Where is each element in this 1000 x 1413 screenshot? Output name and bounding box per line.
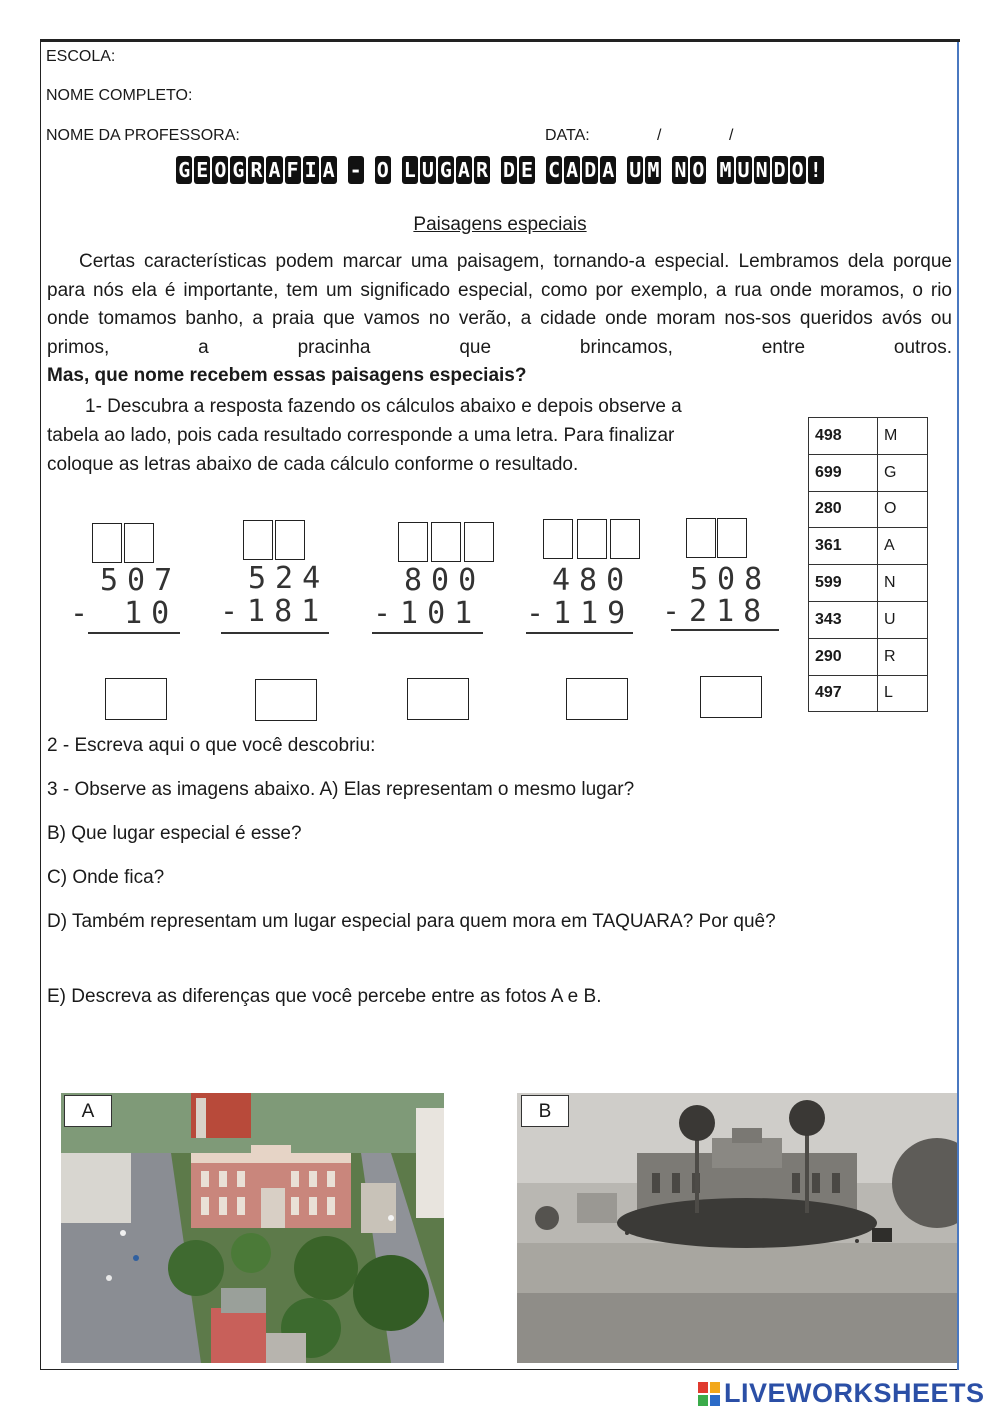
question-1: [47, 392, 767, 479]
carry-input[interactable]: [398, 522, 428, 562]
table-letter: L: [878, 675, 928, 712]
title-letter: E: [521, 158, 534, 182]
question-3c: C) Onde fica?: [47, 867, 165, 888]
answer-input[interactable]: [407, 678, 469, 720]
intro-text: Certas características podem marcar uma paisagem, tornando-a especial. Lembramos dela porque para nós ela é importante, tem um significado especial, como por exemplo, a rua onde moramos, o rio onde tomamos banho, a praia que vamos no verão, a cidade onde moram nos-sos queridos avós ou primos, a pracinha que brincamos, entre outros.: [47, 251, 952, 358]
question-3d: D) Também representam um lugar especial para quem mora em TAQUARA? Por quê?: [47, 911, 776, 932]
title-letter: U: [737, 158, 750, 182]
table-letter: O: [878, 491, 928, 528]
table-letter: A: [878, 528, 928, 565]
subtitle: Paisagens especiais: [413, 214, 587, 235]
title-letter: M: [719, 158, 732, 182]
liveworksheets-logo-icon: [698, 1382, 720, 1406]
question-2: 2 - Escreva aqui o que você descobriu:: [47, 735, 376, 756]
table-row: [809, 601, 928, 638]
carry-input[interactable]: [431, 522, 461, 562]
calc-line: [526, 632, 633, 634]
title-letter: I: [304, 158, 317, 182]
title-letter: O: [214, 158, 227, 182]
title-letter: F: [286, 158, 299, 182]
title-letter: R: [250, 158, 263, 182]
calc-line: [671, 629, 779, 631]
table-letter: U: [878, 601, 928, 638]
calc-subtrahend: - 10: [70, 596, 179, 631]
table-number: 280: [809, 491, 878, 528]
title-letter: U: [629, 158, 642, 182]
table-row: [809, 565, 928, 602]
title-letter: D: [503, 158, 516, 182]
carry-input[interactable]: [610, 519, 640, 559]
carry-input[interactable]: [717, 518, 747, 558]
q1-line: 1- Descubra a resposta fazendo os cálculos abaixo e depois observe a: [85, 396, 682, 417]
table-number: 290: [809, 638, 878, 675]
carry-input[interactable]: [92, 523, 122, 563]
calc-subtrahend: -119: [526, 596, 635, 631]
photo-b-illustration: [517, 1093, 957, 1363]
photo-a-illustration: [61, 1093, 444, 1363]
table-number: 599: [809, 565, 878, 602]
carry-input[interactable]: [686, 518, 716, 558]
table-row: [809, 675, 928, 712]
date-separator: /: [657, 127, 662, 144]
page-title: [0, 156, 1000, 184]
table-row: [809, 454, 928, 491]
title-letter: O: [376, 158, 389, 182]
table-row: [809, 491, 928, 528]
title-letter: A: [268, 158, 281, 182]
intro-paragraph: [47, 248, 952, 391]
q1-line: tabela ao lado, pois cada resultado corresponde a uma letra. Para finalizar: [47, 425, 675, 446]
table-letter: G: [878, 454, 928, 491]
title-letter: !: [809, 158, 822, 182]
title-letter: U: [421, 158, 434, 182]
title-letter: D: [584, 158, 597, 182]
title-letter: -: [349, 158, 362, 182]
answer-input[interactable]: [255, 679, 317, 721]
date-label: DATA:: [545, 127, 590, 144]
table-number: 498: [809, 418, 878, 455]
carry-input[interactable]: [275, 520, 305, 560]
title-letter: A: [457, 158, 470, 182]
title-letter: O: [791, 158, 804, 182]
title-letter: N: [755, 158, 768, 182]
calc-minuend: 524: [248, 561, 330, 596]
answer-input[interactable]: [700, 676, 762, 718]
carry-input[interactable]: [243, 520, 273, 560]
q1-line: coloque as letras abaixo de cada cálculo conforme o resultado.: [47, 454, 579, 475]
table-row: [809, 418, 928, 455]
letter-table: [808, 417, 928, 712]
title-letter: A: [602, 158, 615, 182]
table-number: 343: [809, 601, 878, 638]
title-letter: E: [196, 158, 209, 182]
question-3: 3 - Observe as imagens abaixo. A) Elas representam o mesmo lugar?: [47, 779, 635, 800]
title-letter: D: [773, 158, 786, 182]
title-letter: C: [548, 158, 561, 182]
title-letter: O: [692, 158, 705, 182]
liveworksheets-brand[interactable]: LIVEWORKSHEETS: [724, 1378, 985, 1408]
calc-minuend: 480: [552, 563, 634, 598]
photo-a: [61, 1093, 444, 1363]
title-letter: R: [475, 158, 488, 182]
answer-input[interactable]: [566, 678, 628, 720]
carry-input[interactable]: [464, 522, 494, 562]
calc-line: [221, 632, 329, 634]
photo-a-label: A: [64, 1095, 112, 1127]
calc-minuend: 507: [100, 563, 182, 598]
carry-input[interactable]: [577, 519, 607, 559]
photo-b: [517, 1093, 957, 1363]
title-letter: G: [439, 158, 452, 182]
photo-b-label: B: [521, 1095, 569, 1127]
answer-input[interactable]: [105, 678, 167, 720]
calc-minuend: 508: [690, 562, 772, 597]
table-letter: R: [878, 638, 928, 675]
teacher-label: NOME DA PROFESSORA:: [46, 127, 240, 144]
table-number: 361: [809, 528, 878, 565]
calc-line: [88, 632, 180, 634]
carry-input[interactable]: [124, 523, 154, 563]
table-row: [809, 528, 928, 565]
school-label: ESCOLA:: [46, 48, 116, 65]
table-row: [809, 638, 928, 675]
table-letter: N: [878, 565, 928, 602]
title-letter: G: [232, 158, 245, 182]
calc-subtrahend: -218: [662, 594, 771, 629]
calc-line: [372, 632, 483, 634]
question-3b: B) Que lugar especial é esse?: [47, 823, 302, 844]
title-letter: A: [566, 158, 579, 182]
table-letter: M: [878, 418, 928, 455]
calc-subtrahend: -181: [220, 594, 329, 629]
question-3e: E) Descreva as diferenças que você percebe entre as fotos A e B.: [47, 986, 602, 1007]
title-letter: A: [322, 158, 335, 182]
title-letter: G: [178, 158, 191, 182]
calc-subtrahend: -101: [373, 596, 482, 631]
date-separator: /: [729, 127, 734, 144]
intro-question: Mas, que nome recebem essas paisagens especiais?: [47, 365, 527, 386]
table-number: 699: [809, 454, 878, 491]
title-letter: N: [674, 158, 687, 182]
name-label: NOME COMPLETO:: [46, 87, 193, 104]
frame-right-border: [957, 42, 959, 1370]
carry-input[interactable]: [543, 519, 573, 559]
table-number: 497: [809, 675, 878, 712]
title-letter: M: [647, 158, 660, 182]
title-letter: L: [403, 158, 416, 182]
calc-minuend: 800: [404, 563, 486, 598]
